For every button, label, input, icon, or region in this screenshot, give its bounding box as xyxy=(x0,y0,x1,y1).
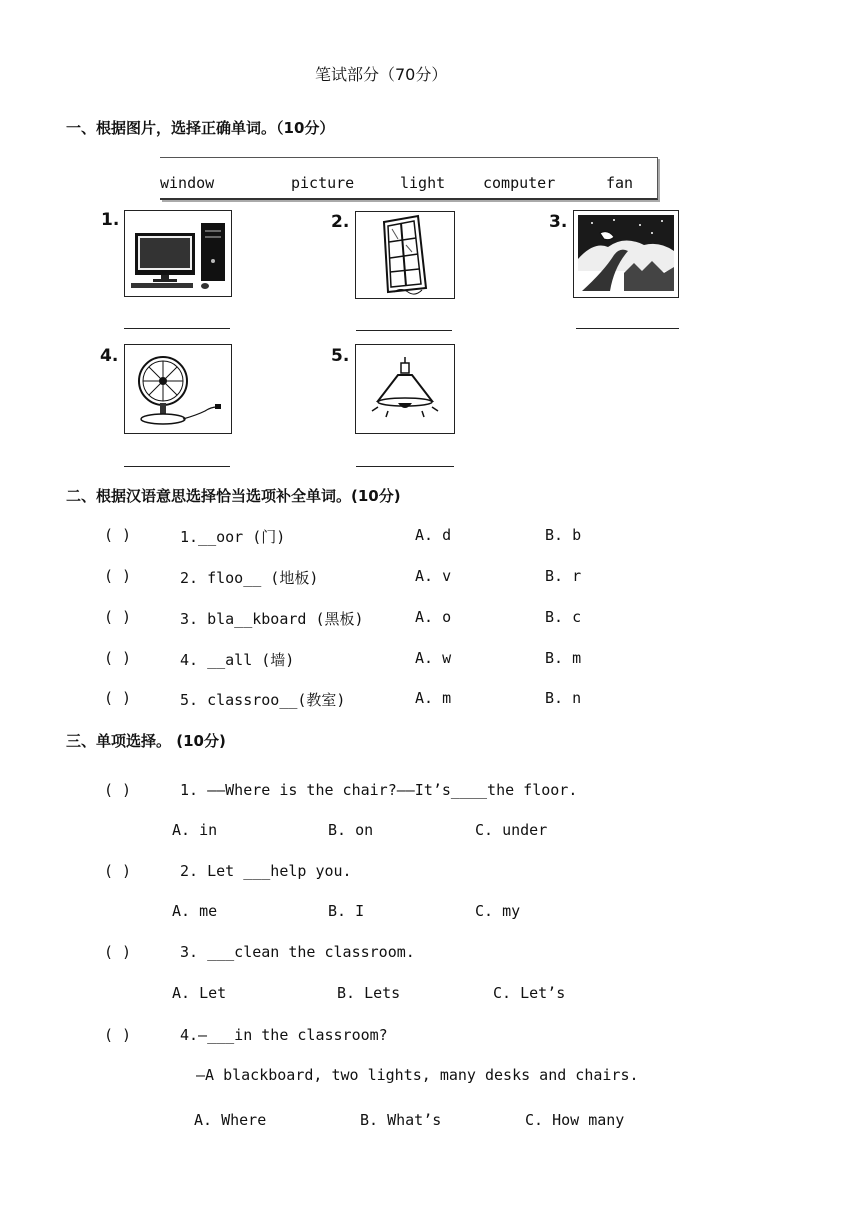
word-bank xyxy=(160,157,658,200)
option-b: B. r xyxy=(545,567,582,585)
answer-line[interactable] xyxy=(124,328,230,329)
word-bank-word: fan xyxy=(606,174,634,192)
answer-paren[interactable]: ( ) xyxy=(104,526,132,544)
answer-paren[interactable]: ( ) xyxy=(104,608,132,626)
item-number: 5. xyxy=(331,346,350,366)
fan-icon xyxy=(124,344,232,434)
picture-icon xyxy=(573,210,679,298)
option-a: A. w xyxy=(415,649,452,667)
window-icon xyxy=(355,211,455,299)
item-number: 2. xyxy=(331,212,350,232)
answer-line[interactable] xyxy=(124,466,230,467)
option-b: B. What’s xyxy=(360,1111,442,1129)
option-a: A. d xyxy=(415,526,452,544)
word-bank-word: light xyxy=(400,174,446,192)
option-a: A. o xyxy=(415,608,452,626)
option-b: B. b xyxy=(545,526,582,544)
answer-paren[interactable]: ( ) xyxy=(104,689,132,707)
option-b: B. m xyxy=(545,649,582,667)
page-title: 笔试部分（70分） xyxy=(315,65,448,84)
light-icon xyxy=(355,344,455,434)
question-text: 1.__oor (门) xyxy=(180,528,286,546)
question-text: 4. __all (墙) xyxy=(180,651,295,669)
computer-icon xyxy=(124,210,232,297)
answer-line-text: —A blackboard, two lights, many desks and chairs. xyxy=(196,1066,639,1084)
word-bank-word: picture xyxy=(291,174,355,192)
item-number: 3. xyxy=(549,212,568,232)
option-c: C. Let’s xyxy=(493,984,566,1002)
option-a: A. in xyxy=(172,821,218,839)
answer-paren[interactable]: ( ) xyxy=(104,862,132,880)
option-a: A. m xyxy=(415,689,452,707)
question-text: 3. bla__kboard (黑板) xyxy=(180,610,364,628)
section-2-heading: 二、根据汉语意思选择恰当选项补全单词。(10分) xyxy=(66,487,401,505)
option-a: A. Where xyxy=(194,1111,267,1129)
option-c: C. my xyxy=(475,902,521,920)
option-c: C. under xyxy=(475,821,548,839)
answer-paren[interactable]: ( ) xyxy=(104,943,132,961)
option-b: B. n xyxy=(545,689,582,707)
answer-paren[interactable]: ( ) xyxy=(104,649,132,667)
option-b: B. c xyxy=(545,608,582,626)
question-text: 5. classroo__(教室) xyxy=(180,691,346,709)
option-b: B. I xyxy=(328,902,365,920)
answer-line[interactable] xyxy=(356,466,454,467)
question-text: 2. floo__ (地板) xyxy=(180,569,319,587)
word-bank-word: window xyxy=(160,174,215,192)
option-b: B. Lets xyxy=(337,984,401,1002)
item-number: 1. xyxy=(101,210,120,230)
question-text: 4.—___in the classroom? xyxy=(180,1026,388,1044)
answer-paren[interactable]: ( ) xyxy=(104,1026,132,1044)
question-text: 1. ——Where is the chair?——It’s____the floor. xyxy=(180,781,578,799)
option-a: A. Let xyxy=(172,984,227,1002)
word-bank-word: computer xyxy=(483,174,556,192)
section-1-heading: 一、根据图片，选择正确单词。（10分） xyxy=(66,119,335,137)
section-3-heading: 三、单项选择。 (10分) xyxy=(66,732,226,750)
item-number: 4. xyxy=(100,346,119,366)
question-text: 2. Let ___help you. xyxy=(180,862,352,880)
question-text: 3. ___clean the classroom. xyxy=(180,943,415,961)
answer-line[interactable] xyxy=(576,328,679,329)
answer-paren[interactable]: ( ) xyxy=(104,781,132,799)
option-a: A. v xyxy=(415,567,452,585)
option-a: A. me xyxy=(172,902,218,920)
answer-line[interactable] xyxy=(356,330,452,331)
answer-paren[interactable]: ( ) xyxy=(104,567,132,585)
option-b: B. on xyxy=(328,821,374,839)
option-c: C. How many xyxy=(525,1111,625,1129)
